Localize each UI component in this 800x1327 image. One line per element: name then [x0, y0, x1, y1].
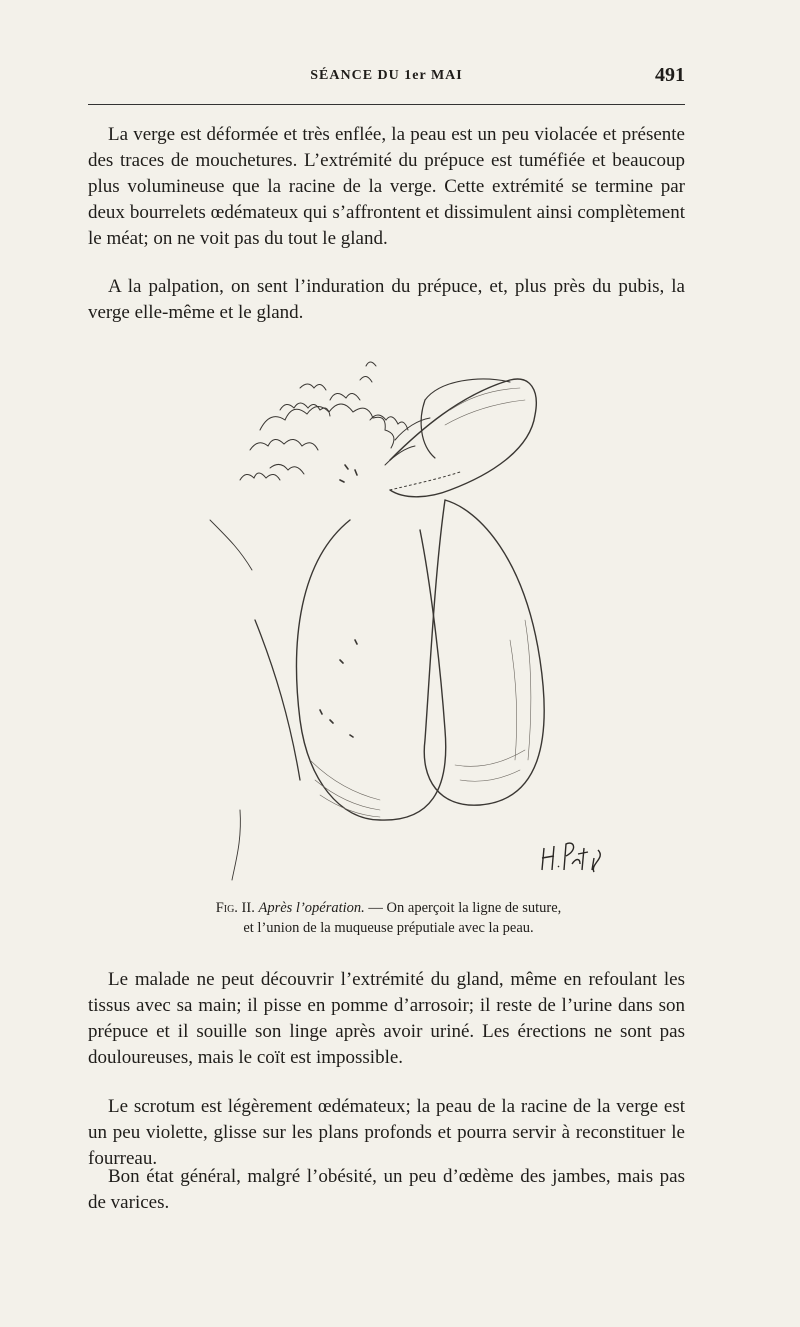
anatomical-illustration [180, 340, 620, 895]
header-rule [88, 104, 685, 105]
figure-description-line2: et l’union de la muqueuse préputiale avec la peau. [243, 920, 534, 936]
signature-drawing [538, 830, 608, 875]
paragraph: Le scrotum est légèrement œdémateux; la peau de la racine de la verge est un peu violette, glisse sur les plans profonds et pourra servir à reconstituer le fourreau. [88, 1096, 685, 1169]
running-head-title: SÉANCE DU 1er MAI [310, 68, 463, 83]
paragraph: Bon état général, malgré l’obésité, un peu d’œdème des jambes, mais pas de varices. [88, 1166, 685, 1213]
figure-label: Fig. II. [215, 900, 255, 916]
paragraph: La verge est déformée et très enflée, la peau est un peu violacée et présente des traces de mouchetures. L’extrémité du prépuce est tuméfiée et beaucoup plus volumineuse que la racine de la verge. Cette extrémité se termine par deux bourrelets œdémateux qui s’affrontent et dissimulent ainsi complètement le méat; on ne voit pas du tout le gland. [88, 124, 685, 249]
engraving-drawing [180, 340, 620, 895]
page-number: 491 [655, 64, 685, 86]
paragraph: A la palpation, on sent l’induration du prépuce, et, plus près du pubis, la verge elle-même et le gland. [88, 276, 685, 323]
paragraph: Le malade ne peut découvrir l’extrémité du gland, même en refoulant les tissus avec sa main; il pisse en pomme d’arrosoir; il reste de l’urine dans son prépuce et il souille son linge après avoir uriné. Les érections ne sont pas douloureuses, mais le coït est impossible. [88, 969, 685, 1068]
figure-title: Après l’opération. [258, 900, 365, 916]
figure-description: — On aperçoit la ligne de suture, [368, 900, 562, 916]
artist-signature [538, 830, 608, 880]
figure-caption [90, 898, 687, 938]
running-head [88, 62, 685, 92]
